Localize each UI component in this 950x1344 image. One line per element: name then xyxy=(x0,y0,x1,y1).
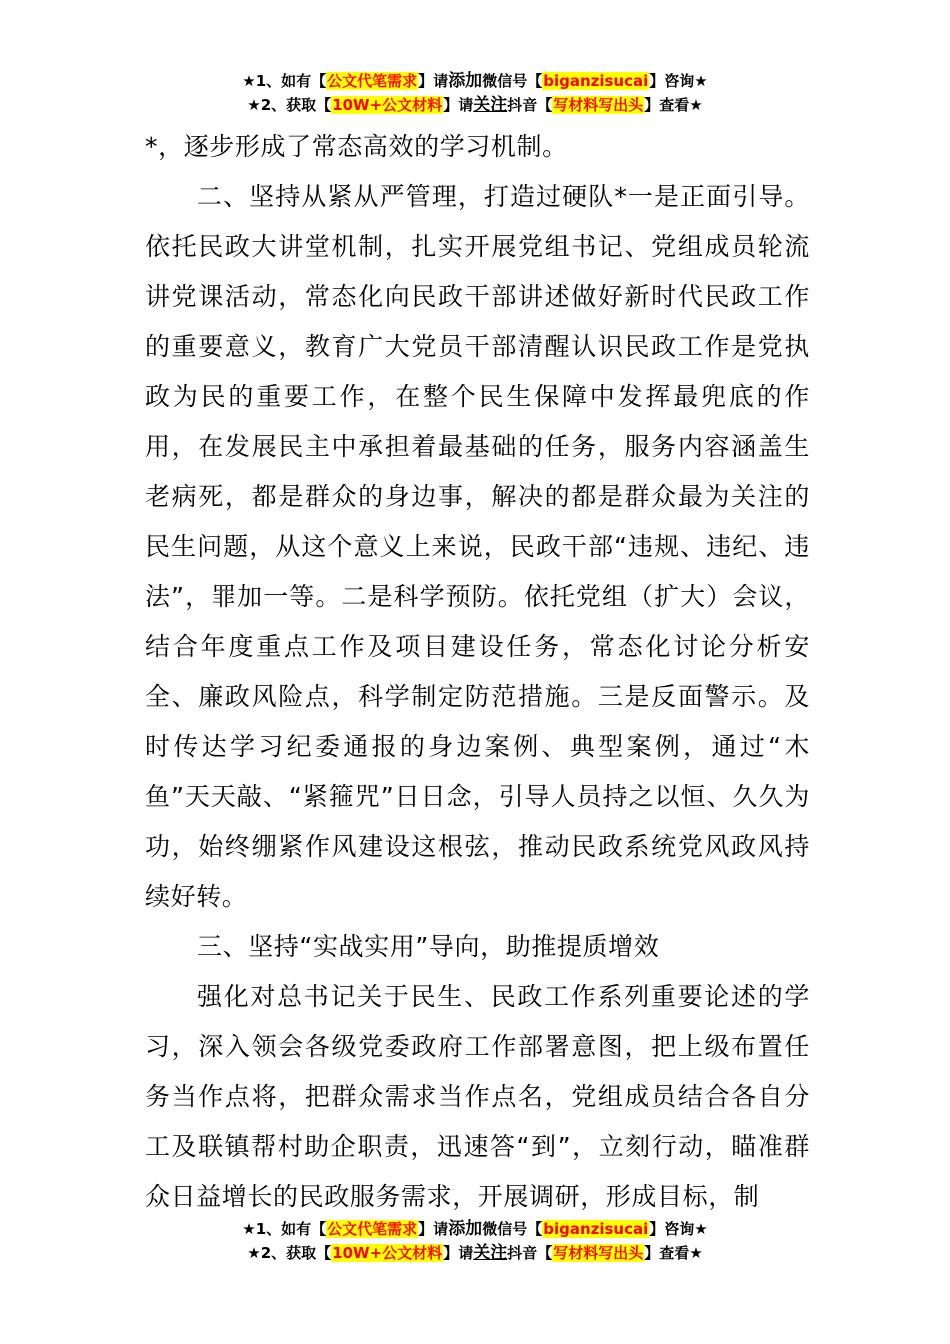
footer-banner-line-2-suffix: 】查看★ xyxy=(644,1244,703,1262)
header-banner-line-2-suffix: 】查看★ xyxy=(644,96,703,114)
footer-banner-line-2-prefix: ★2、获取【 xyxy=(247,1244,332,1262)
footer-wechat-id-highlight: biganzisucai xyxy=(543,1220,649,1238)
footer-banner-line-1-prefix: ★1、如有【 xyxy=(242,1220,327,1238)
paragraph-section-two: 二、坚持从紧从严管理，打造过硬队*一是正面引导。依托民政大讲堂机制，扎实开展党组书记、党组成员轮流讲党课活动，常态化向民政干部讲述做好新时代民政工作的重要意义，教育广大党员干部清醒认识民政工作是党执政为民的重要工作，在整个民生保障中发挥最兜底的作用，在发展民主中承担着最基础的任务，服务内容涵盖生老病死，都是群众的身边事，解决的都是群众最为关注的民生问题，从这个意义上来说，民政干部“违规、违纪、违法”，罪加一等。二是科学预防。依托党组（扩大）会议，结合年度重点工作及项目建设任务，常态化讨论分析安全、廉政风险点，科学制定防范措施。三是反面警示。及时传达学习纪委通报的身边案例、典型案例，通过“木鱼”天天敲、“紧箍咒”日日念，引导人员持之以恒、久久为功，始终绷紧作风建设这根弦，推动民政系统党风政风持续好转。 xyxy=(145,182,810,911)
header-banner-line-2-text-2: 抖音【 xyxy=(507,96,553,114)
header-follow-emphasis: 关注 xyxy=(473,95,508,115)
footer-add-emphasis: 添加 xyxy=(448,1219,483,1239)
footer-banner-line-2-text-2: 抖音【 xyxy=(507,1244,553,1262)
header-douyin-account-highlight: 写材料写出头 xyxy=(553,96,644,114)
footer-ghostwriting-highlight: 公文代笔需求 xyxy=(327,1220,418,1238)
header-banner-line-2-prefix: ★2、获取【 xyxy=(247,96,332,114)
footer-banner-line-1 xyxy=(0,1218,950,1242)
footer-follow-emphasis: 关注 xyxy=(473,1243,508,1263)
header-ghostwriting-highlight: 公文代笔需求 xyxy=(327,72,418,90)
paragraph-section-three: 强化对总书记关于民生、民政工作系列重要论述的学习，深入领会各级党委政府工作部署意图，把上级布置任务当作点将，把群众需求当作点名，党组成员结合各自分工及联镇帮村助企职责，迅速答“到”，立刻行动，瞄准群众日益增长的民政服务需求，开展调研，形成目标，制 xyxy=(145,982,810,1211)
footer-banner-line-1-text: 】请 xyxy=(418,1220,449,1238)
footer-banner-line-2 xyxy=(0,1242,950,1266)
header-banner-line-1-suffix: 】咨询★ xyxy=(649,72,708,90)
paragraph-continuation: *，逐步形成了常态高效的学习机制。 xyxy=(145,132,568,161)
header-banner-line-1-text-2: 微信号【 xyxy=(482,72,543,90)
header-wechat-id-highlight: biganzisucai xyxy=(543,72,649,90)
footer-banner-line-2-text: 】请 xyxy=(443,1244,474,1262)
document-body xyxy=(145,122,810,1222)
header-banner-line-2-text: 】请 xyxy=(443,96,474,114)
header-banner-line-2 xyxy=(0,94,950,118)
header-materials-highlight: 10W+公文材料 xyxy=(332,96,443,114)
footer-douyin-account-highlight: 写材料写出头 xyxy=(553,1244,644,1262)
footer-materials-highlight: 10W+公文材料 xyxy=(332,1244,443,1262)
header-banner-line-1-text: 】请 xyxy=(418,72,449,90)
header-banner-line-1-prefix: ★1、如有【 xyxy=(242,72,327,90)
footer-banner-line-1-suffix: 】咨询★ xyxy=(649,1220,708,1238)
header-add-emphasis: 添加 xyxy=(448,71,483,91)
section-three-heading: 三、坚持“实战实用”导向，助推提质增效 xyxy=(197,932,660,961)
footer-banner-line-1-text-2: 微信号【 xyxy=(482,1220,543,1238)
header-banner-line-1 xyxy=(0,70,950,94)
header-banner xyxy=(0,70,950,118)
footer-banner xyxy=(0,1218,950,1266)
